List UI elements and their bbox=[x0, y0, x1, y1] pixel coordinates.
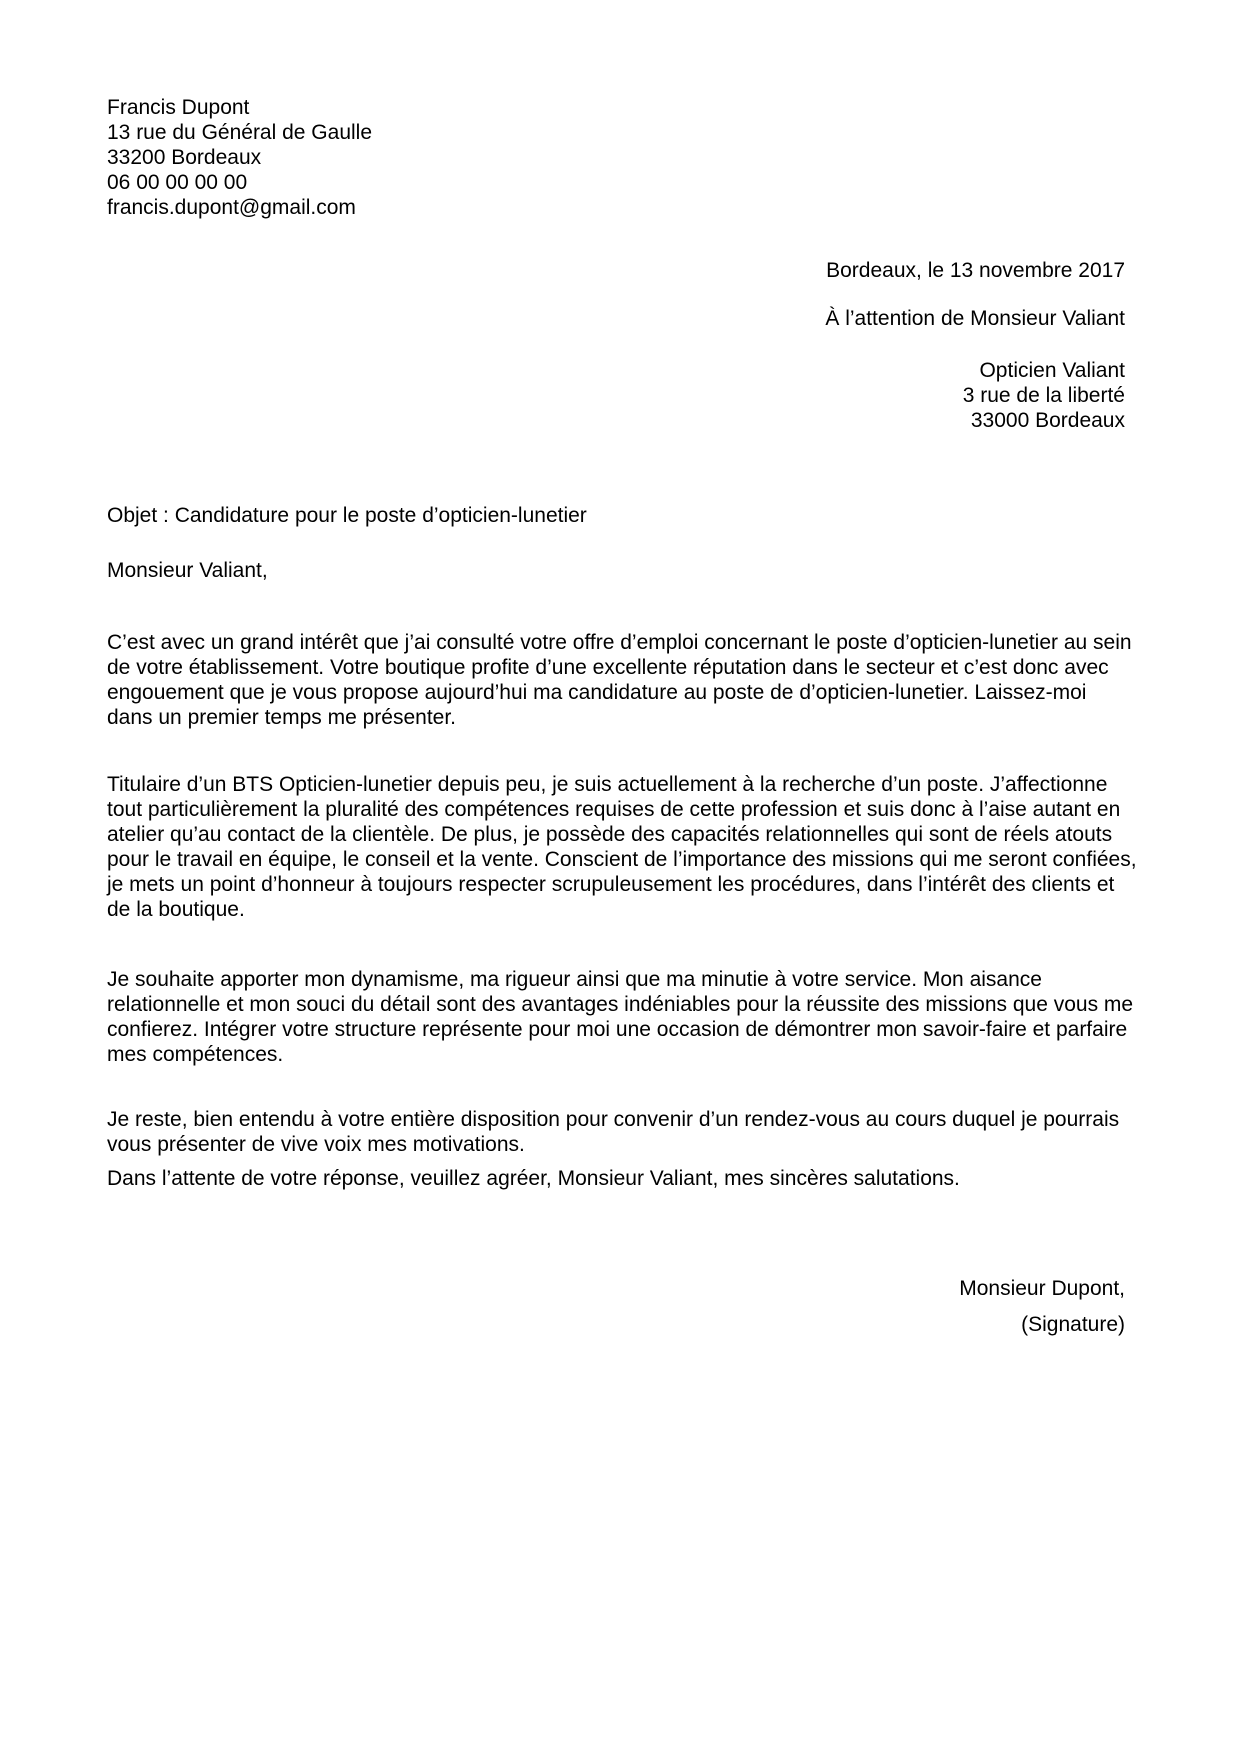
body-paragraph-4: Je reste, bien entendu à votre entière disposition pour convenir d’un rendez-vous au cours duquel je pourrais vous présenter de vive voix mes motivations. bbox=[107, 1108, 1120, 1156]
signature-placeholder: (Signature) bbox=[1021, 1313, 1125, 1336]
body-paragraph-3: Je souhaite apporter mon dynamisme, ma rigueur ainsi que ma minutie à votre service. Mon aisance relationnelle et mon souci du détail sont des avantages indéniables pour la réussite des missions que vous me confierez. Intégrer votre structure représente pour moi une occasion de démontrer mon savoir-faire et parfaire mes compétences. bbox=[107, 968, 1134, 1066]
recipient-street: 3 rue de la liberté bbox=[962, 384, 1125, 407]
recipient-city: 33000 Bordeaux bbox=[970, 409, 1125, 432]
recipient-block bbox=[963, 358, 1125, 433]
body-paragraph-2: Titulaire d’un BTS Opticien-lunetier depuis peu, je suis actuellement à la recherche d’un poste. J’affectionne tout particulièrement la pluralité des compétences requises de cette profession et suis donc à l’aise autant en atelier qu’au contact de la clientèle. De plus, je possède des capacités relationnelles qui sont de réels atouts pour le travail en équipe, le conseil et la vente. Conscient de l’importance des missions qui me seront confiées, je mets un point d’honneur à toujours respecter scrupuleusement les procédures, dans l’intérêt des clients et de la boutique. bbox=[107, 773, 1137, 921]
sender-street: 13 rue du Général de Gaulle bbox=[107, 121, 373, 144]
valediction-line: Dans l’attente de votre réponse, veuillez agréer, Monsieur Valiant, mes sincères salutations. bbox=[107, 1167, 960, 1190]
signature-name: Monsieur Dupont, bbox=[959, 1277, 1125, 1300]
sender-block bbox=[107, 95, 372, 220]
attention-line: À l’attention de Monsieur Valiant bbox=[825, 307, 1125, 330]
sender-phone: 06 00 00 00 00 bbox=[107, 171, 248, 194]
signature-block bbox=[959, 1276, 1125, 1337]
subject-line: Objet : Candidature pour le poste d’opticien-lunetier bbox=[107, 504, 587, 527]
date-line: Bordeaux, le 13 novembre 2017 bbox=[826, 259, 1125, 282]
recipient-name: Opticien Valiant bbox=[979, 359, 1125, 382]
sender-name: Francis Dupont bbox=[107, 96, 250, 119]
sender-email: francis.dupont@gmail.com bbox=[107, 196, 356, 219]
body-paragraph-1: C’est avec un grand intérêt que j’ai consulté votre offre d’emploi concernant le poste d’opticien-lunetier au sein de votre établissement. Votre boutique profite d’une excellente réputation dans le secteur et c’est donc avec engouement que je vous propose aujourd’hui ma candidature au poste de d’opticien-lunetier. Laissez-moi dans un premier temps me présenter. bbox=[107, 631, 1132, 729]
salutation: Monsieur Valiant, bbox=[107, 559, 268, 582]
sender-city: 33200 Bordeaux bbox=[107, 146, 262, 169]
